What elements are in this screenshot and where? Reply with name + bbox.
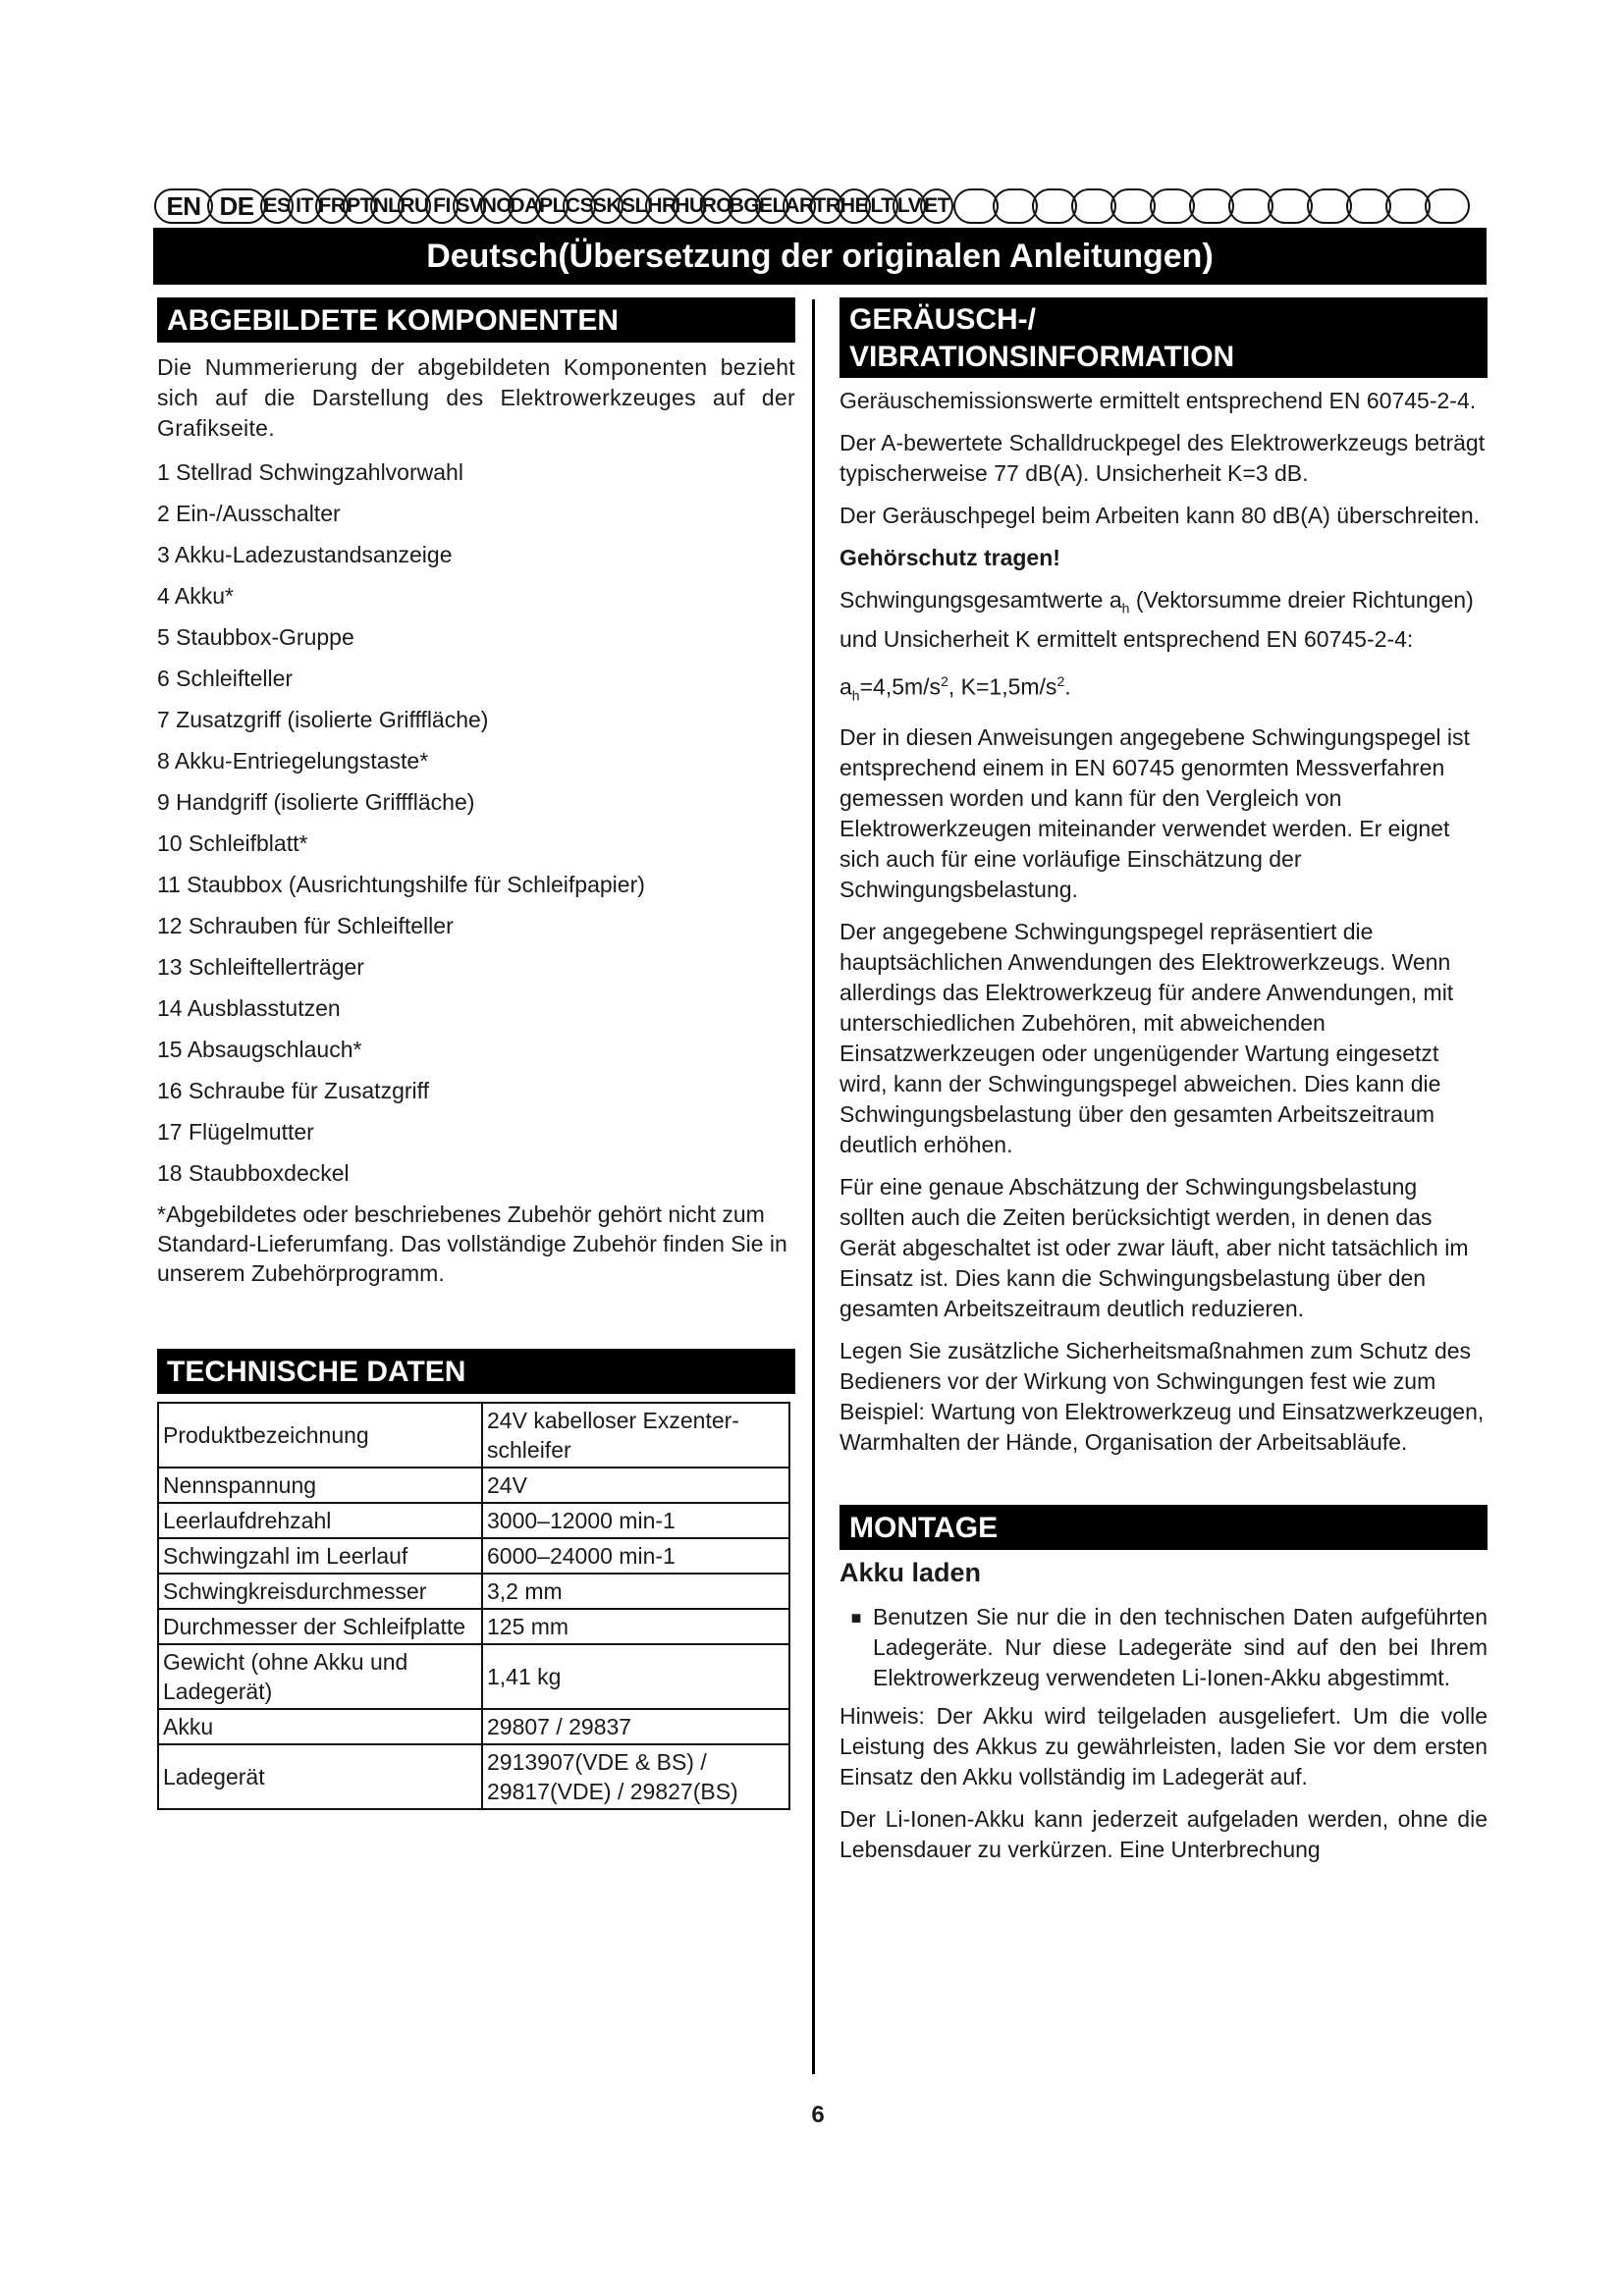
list-item: 17 Flügelmutter [157,1119,314,1145]
language-tab-hr[interactable]: HR [647,194,677,217]
list-item: 9 Handgriff (isolierte Grifffläche) [157,789,475,815]
list-item: 4 Akku* [157,583,234,609]
paragraph: Der Geräuschpegel beim Arbeiten kann 80 dB(A) überschreiten. [839,503,1481,528]
language-tab-pt[interactable]: PT [347,194,372,217]
language-tab-fi[interactable]: FI [433,194,451,217]
superscript: 2 [1056,672,1065,689]
language-tab-empty [1426,189,1469,223]
language-tab-empty [1308,189,1351,223]
section-heading-montage: MONTAGE [839,1505,1488,1550]
language-tab-empty [994,189,1037,223]
table-cell-value: 2913907(VDE & BS) / 29817(VDE) / 29827(BS) [482,1744,789,1809]
table-row [158,1744,789,1809]
superscript: 2 [941,672,948,689]
list-item: 3 Akku-Ladezustandsanzeige [157,542,453,567]
language-tab-he[interactable]: HE [839,194,869,217]
list-item: 16 Schraube für Zusatzgriff [157,1078,429,1103]
language-tab-sv[interactable]: SV [456,194,483,217]
language-tab-empty [954,189,998,223]
list-item: 18 Staubboxdeckel [157,1160,350,1186]
table-cell-value: 3,2 mm [482,1574,789,1609]
vibration-formula [839,667,1488,711]
table-row [158,1609,789,1644]
language-tab-empty [1269,189,1312,223]
list-item: 14 Ausblasstutzen [157,995,341,1021]
list-item: 15 Absaugschlauch* [157,1037,362,1062]
table-row [158,1403,789,1468]
paragraph: Der Li-Ionen-Akku kann jederzeit aufgeladen werden, ohne die Lebensdauer zu verkürzen. Eine Unterbrechung [839,1805,1488,1862]
paragraph: Geräuschemissionswerte ermittelt entsprechend EN 60745-2-4. [839,388,1477,413]
language-tab-empty [1072,189,1115,223]
language-tab-empty [1111,189,1155,223]
text-run: a [839,673,852,700]
table-row [158,1503,789,1538]
table-cell-value: 1,41 kg [482,1644,789,1709]
table-cell-value: 125 mm [482,1609,789,1644]
table-row [158,1644,789,1709]
language-tab-hu[interactable]: HU [675,194,704,217]
table-row [158,1709,789,1744]
language-tab-empty [1151,189,1194,223]
language-tab-da[interactable]: DA [510,194,539,217]
text-run: Schwingungsgesamtwerte a [839,587,1122,613]
list-item: 2 Ein-/Ausschalter [157,501,341,526]
text-run: (Vektorsumme dreier Richtungen) und Unsicherheit K ermittelt entsprechend EN 60745-2-4: [839,587,1474,652]
section-heading-tech-data: TECHNISCHE DATEN [157,1349,795,1394]
tech-data-table [157,1402,790,1810]
language-tab-et[interactable]: ET [924,194,949,217]
bullet-item [839,1602,1488,1693]
table-cell-value: 3000–12000 min-1 [482,1503,789,1538]
list-item: 6 Schleifteller [157,666,294,691]
paragraph: Der A-bewertete Schalldruckpegel des Elektrowerkzeugs beträgt typischerweise 77 dB(A). Unsicherheit K=3 dB. [839,430,1486,486]
paragraph: Hinweis: Der Akku wird teilgeladen ausgeliefert. Um die volle Leistung des Akkus zu gewährleisten, laden Sie vor dem ersten Einsatz den Akku vollständig im Ladegerät auf. [839,1702,1488,1789]
language-tab-bar [153,187,1487,226]
hearing-protection-warning: Gehörschutz tragen! [839,545,1060,570]
language-tab-el[interactable]: EL [759,194,785,217]
table-row [158,1574,789,1609]
language-tab-fr[interactable]: FR [318,194,346,217]
table-cell-key: Ladegerät [158,1744,482,1809]
table-cell-value: 29807 / 29837 [482,1709,789,1744]
accessory-note: *Abgebildetes oder beschriebenes Zubehör gehört nicht zum Standard-Lieferumfang. Das vollständige Zubehör finden Sie in unserem Zubehörprogramm. [157,1201,787,1286]
page-number: 6 [811,2102,825,2128]
language-tab-no[interactable]: NO [481,194,513,217]
components-intro: Die Nummerierung der abgebildeten Komponenten bezieht sich auf die Darstellung des Elektrowerkzeuges auf der Grafikseite. [157,354,795,441]
section-heading-components: ABGEBILDETE KOMPONENTEN [157,297,795,343]
list-item: 1 Stellrad Schwingzahlvorwahl [157,459,463,485]
language-tab-sl[interactable]: SL [622,194,647,217]
text-run: , K=1,5m/s [947,673,1057,700]
language-tab-sk[interactable]: SK [592,194,622,217]
table-cell-value: 24V kabelloser Exzenter-schleifer [482,1403,789,1468]
table-row [158,1468,789,1503]
section-heading-noise-vibration [839,297,1488,378]
column-divider [812,299,815,2074]
text-run: =4,5m/s [859,673,942,700]
language-tab-lv[interactable]: LV [896,194,922,217]
table-cell-key: Nennspannung [158,1468,482,1503]
paragraph: Für eine genaue Abschätzung der Schwingungsbelastung sollten auch die Zeiten berücksichtigt werden, in denen das Gerät abgeschaltet ist oder zwar läuft, aber nicht tatsächlich im Einsatz ist. Dies kann die Schwingungsbelastung über den gesamten Arbeitszeitraum deutlich reduzieren. [839,1173,1469,1321]
language-tab-ru[interactable]: RU [400,194,429,217]
language-tab-empty [1229,189,1272,223]
language-tab-en[interactable]: EN [166,191,201,221]
language-tab-ro[interactable]: RO [701,194,732,217]
language-tab-nl[interactable]: NL [373,194,401,217]
list-item: 5 Staubbox-Gruppe [157,624,354,650]
language-tab-pl[interactable]: PL [539,194,565,217]
text-run: . [1064,673,1071,700]
list-item: 13 Schleiftellerträger [157,954,364,980]
language-tab-empty [1386,189,1430,223]
table-cell-value: 24V [482,1468,789,1503]
list-item: 10 Schleifblatt* [157,830,308,856]
paragraph: Der in diesen Anweisungen angegebene Schwingungspegel ist entsprechend einem in EN 60745 genormten Messverfahren gemessen worden und kann für den Vergleich von Elektrowerkzeugen miteinander verwendet werden. Er eignet sich auch für eine vorläufige Einschätzung der Schwingungsbelastung. [839,723,1470,902]
language-tab-empty [1347,189,1390,223]
table-cell-key: Schwingzahl im Leerlauf [158,1538,482,1574]
language-tab-cs[interactable]: CS [565,194,594,217]
table-row [158,1538,789,1574]
subheading-akku-laden: Akku laden [839,1557,982,1587]
list-item: 8 Akku-Entriegelungstaste* [157,748,429,774]
page-banner: Deutsch(Übersetzung der originalen Anleitungen) [153,228,1487,285]
language-tab-ar[interactable]: AR [785,194,814,217]
table-cell-key: Schwingkreisdurchmesser [158,1574,482,1609]
paragraph: Legen Sie zusätzliche Sicherheitsmaßnahmen zum Schutz des Bedieners vor der Wirkung von Schwingungen fest wie zum Beispiel: Wartung von Elektrowerkzeug und Einsatzwerkzeugen, Warmhalten der Hände, Organisation der Arbeitsabläufe. [839,1337,1485,1455]
list-item: 11 Staubbox (Ausrichtungshilfe für Schleifpapier) [157,872,645,897]
components-list [157,452,795,1194]
paragraph [839,585,1488,655]
subscript: h [1121,600,1130,616]
table-cell-key: Akku [158,1709,482,1744]
subscript: h [851,686,860,703]
language-tab-tr[interactable]: TR [813,194,840,217]
language-tab-de[interactable]: DE [219,191,254,221]
section-heading-line: VIBRATIONSINFORMATION [849,341,1235,373]
table-cell-key: Gewicht (ohne Akku und Ladegerät) [158,1644,482,1709]
language-tab-lt[interactable]: LT [870,194,893,217]
table-cell-value: 6000–24000 min-1 [482,1538,789,1574]
section-heading-line: GERÄUSCH-/ [849,303,1037,336]
bullet-text: Benutzen Sie nur die in den technischen Daten aufgeführten Ladegeräte. Nur diese Ladegeräte sind auf den bei Ihrem Elektrowerkzeug verwendeten Li-Ionen-Akku abgestimmt. [873,1603,1488,1690]
square-bullet-icon: ■ [850,1607,862,1628]
language-tab-it[interactable]: IT [296,194,313,217]
list-item: 7 Zusatzgriff (isolierte Grifffläche) [157,707,489,732]
table-cell-key: Leerlaufdrehzahl [158,1503,482,1538]
language-tab-es[interactable]: ES [263,194,291,217]
list-item: 12 Schrauben für Schleifteller [157,913,454,938]
left-column [157,297,795,1810]
table-cell-key: Durchmesser der Schleifplatte [158,1609,482,1644]
language-tab-empty [1190,189,1233,223]
language-tab-empty [1033,189,1076,223]
paragraph: Der angegebene Schwingungspegel repräsentiert die hauptsächlichen Anwendungen des Elektrowerkzeugs. Wenn allerdings das Elektrowerkzeug für andere Anwendungen, mit unterschiedlichen Zubehören, mit abweichenden Einsatzwerkzeugen oder ungenügender Wartung eingesetzt wird, kann der Schwingungspegel abweichen. Dies kann die Schwingungsbelastung über den gesamten Arbeitszeitraum deutlich erhöhen. [839,918,1454,1157]
language-tab-bg[interactable]: BG [729,194,760,217]
table-cell-key: Produktbezeichnung [158,1403,482,1468]
right-column [839,297,1488,1865]
